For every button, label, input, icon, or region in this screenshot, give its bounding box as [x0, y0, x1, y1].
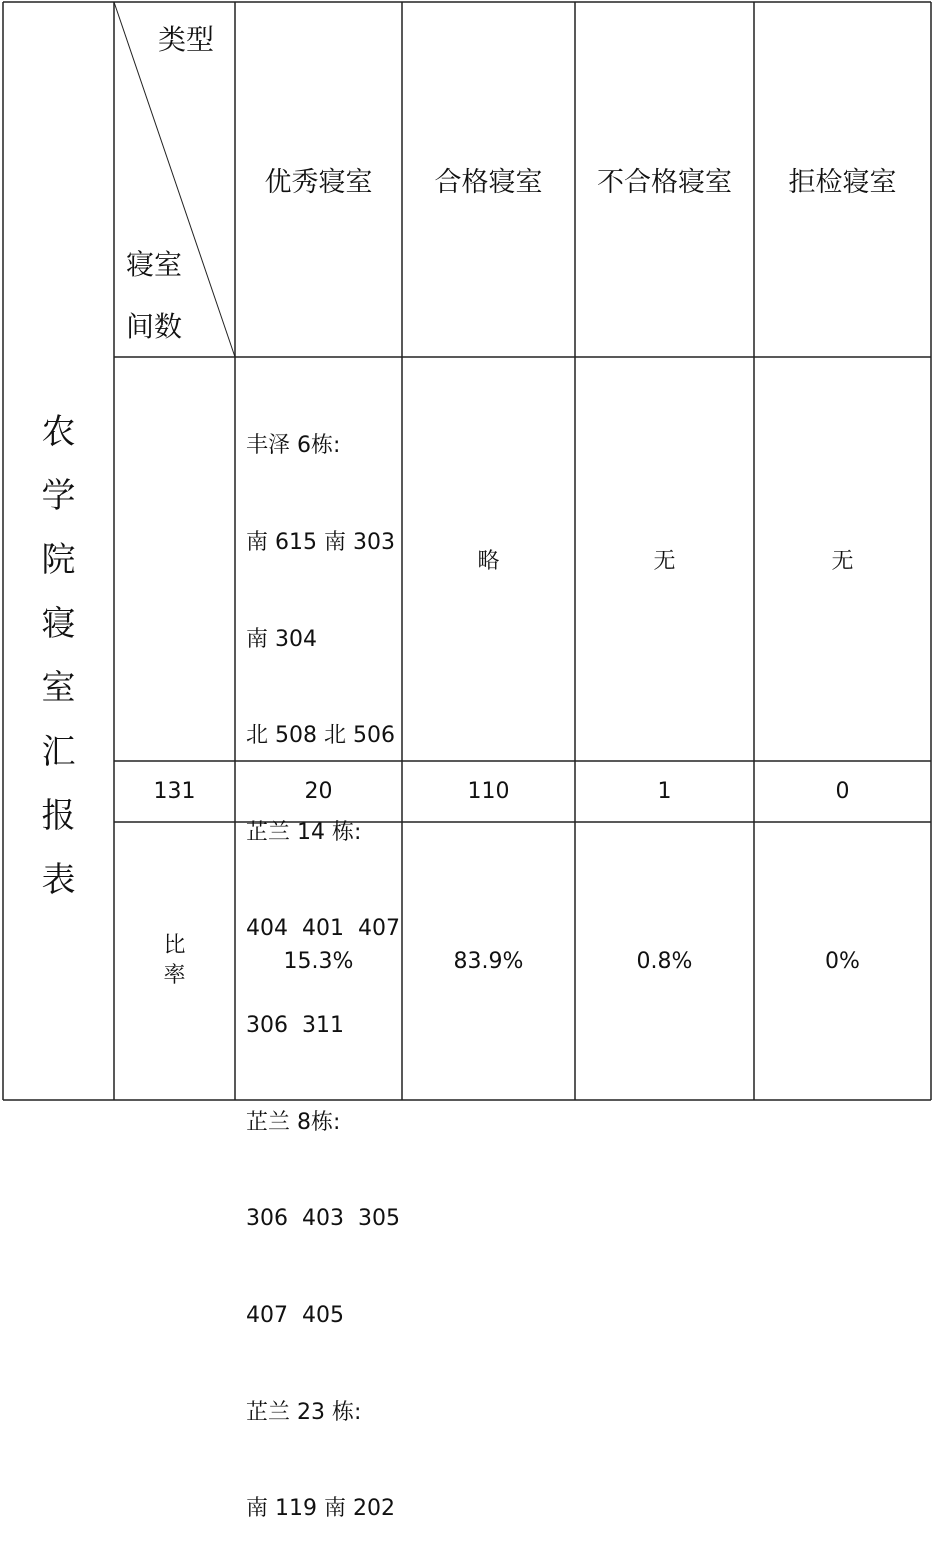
ratio-refused: 0%: [825, 948, 860, 974]
list-line: 丰泽 6栋:: [246, 433, 341, 459]
ratio-label: [114, 822, 235, 1100]
unqualified-list: 无: [653, 548, 676, 574]
title-char: 院: [41, 540, 76, 580]
title-char: 室: [41, 668, 76, 708]
qualified-list: 略: [477, 548, 500, 574]
corner-type-label: 类型: [158, 23, 215, 56]
ratio-label-char: 比: [163, 933, 186, 958]
title-char: 学: [41, 476, 76, 516]
vertical-title: [3, 2, 114, 1100]
list-line: 芷兰 23 栋:: [246, 1399, 362, 1425]
header-qualified: 合格寝室: [434, 167, 543, 198]
refused-list: 无: [831, 548, 854, 574]
corner-count-label: 间数: [126, 310, 183, 343]
list-line: 南 119 南 202: [246, 1496, 395, 1522]
title-char: 农: [41, 412, 76, 452]
ratio-excellent: 15.3%: [283, 948, 354, 974]
list-line: 南 304: [246, 626, 317, 652]
list-line: 306 403 305: [246, 1206, 400, 1232]
count-unqualified: 1: [657, 779, 672, 804]
list-line: 407 405: [246, 1302, 344, 1328]
list-line: 404 401 407: [246, 916, 400, 942]
header-excellent: 优秀寝室: [264, 167, 373, 198]
list-line: 南 615 南 303: [246, 530, 395, 556]
count-excellent: 20: [304, 779, 333, 804]
header-unqualified: 不合格寝室: [597, 167, 732, 198]
title-char: 表: [41, 860, 76, 900]
count-refused: 0: [835, 779, 850, 804]
list-line: 306 311: [246, 1013, 344, 1039]
ratio-unqualified: 0.8%: [636, 948, 693, 974]
count-qualified: 110: [467, 779, 510, 804]
ratio-qualified: 83.9%: [453, 948, 524, 974]
title-char: 汇: [41, 732, 76, 772]
title-char: 寝: [41, 604, 76, 644]
header-refused: 拒检寝室: [788, 167, 897, 198]
list-line: 北 508 北 506: [246, 723, 395, 749]
list-line: 芷兰 14 栋:: [246, 819, 362, 845]
count-total: 131: [153, 779, 196, 804]
list-line: 芷兰 8栋:: [246, 1109, 341, 1135]
title-char: 报: [41, 796, 76, 836]
ratio-label-char: 率: [163, 963, 186, 988]
corner-count-label: 寝室: [126, 248, 183, 281]
